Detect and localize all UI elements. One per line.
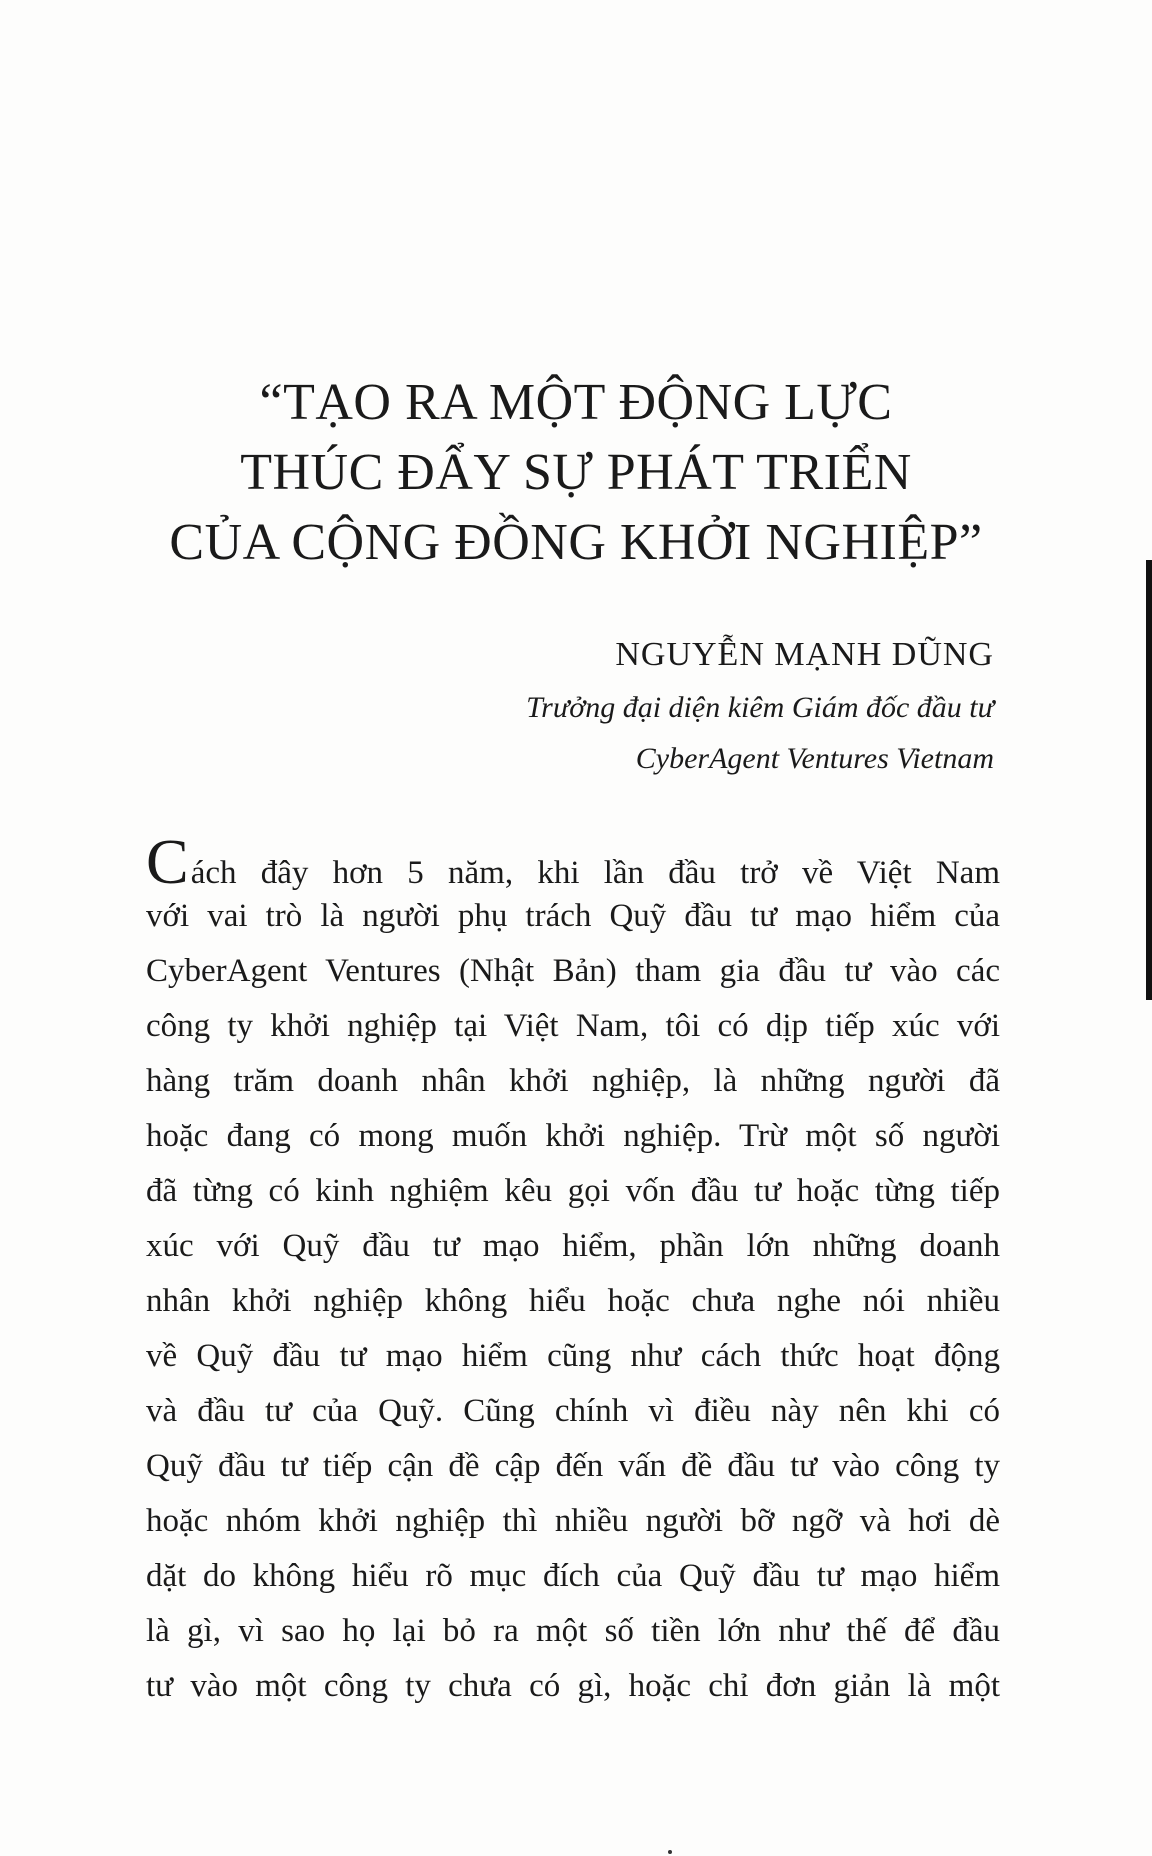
body-line: là gì, vì sao họ lại bỏ ra một số tiền lớn như thế để đầu [146, 1613, 1000, 1649]
chapter-title-line-3: CỦA CỘNG ĐỒNG KHỞI NGHIỆP” [169, 514, 983, 571]
body-line-1 [146, 826, 1000, 897]
author-role-line-1: Trưởng đại diện kiêm Giám đốc đầu tư [526, 691, 994, 724]
page-edge-shadow [1146, 560, 1152, 1000]
body-line-1-text: ách đây hơn 5 năm, khi lần đầu trở về Việt Nam [190, 855, 1000, 891]
chapter-title [0, 368, 1152, 578]
body-line: và đầu tư của Quỹ. Cũng chính vì điều này nên khi có [146, 1393, 1000, 1429]
body-line: xúc với Quỹ đầu tư mạo hiểm, phần lớn những doanh [146, 1228, 1000, 1264]
body-paragraph [146, 826, 1000, 1714]
page-speck [668, 1850, 672, 1854]
body-line: dặt do không hiểu rõ mục đích của Quỹ đầu tư mạo hiểm [146, 1558, 1000, 1594]
body-line: tư vào một công ty chưa có gì, hoặc chỉ đơn giản là một [146, 1668, 1000, 1704]
body-line: CyberAgent Ventures (Nhật Bản) tham gia đầu tư vào các [146, 953, 1000, 989]
chapter-title-line-2: THÚC ĐẨY SỰ PHÁT TRIỂN [240, 444, 912, 501]
body-line: hoặc nhóm khởi nghiệp thì nhiều người bỡ ngỡ và hơi dè [146, 1503, 1000, 1539]
body-line: hoặc đang có mong muốn khởi nghiệp. Trừ một số người [146, 1118, 1000, 1154]
author-role-line-2: CyberAgent Ventures Vietnam [635, 742, 994, 775]
body-line: đã từng có kinh nghiệm kêu gọi vốn đầu tư hoặc từng tiếp [146, 1173, 1000, 1209]
body-line: hàng trăm doanh nhân khởi nghiệp, là những người đã [146, 1063, 1000, 1099]
author-name: NGUYỄN MẠNH DŨNG [615, 636, 994, 673]
body-line: với vai trò là người phụ trách Quỹ đầu tư mạo hiểm của [146, 898, 1000, 934]
author-attribution [526, 628, 994, 784]
body-line: Quỹ đầu tư tiếp cận đề cập đến vấn đề đầu tư vào công ty [146, 1448, 1000, 1484]
chapter-title-line-1: “TẠO RA MỘT ĐỘNG LỰC [259, 374, 893, 431]
drop-cap: C [146, 826, 189, 897]
body-line: về Quỹ đầu tư mạo hiểm cũng như cách thức hoạt động [146, 1338, 1000, 1374]
body-line: công ty khởi nghiệp tại Việt Nam, tôi có dịp tiếp xúc với [146, 1008, 1000, 1044]
body-line: nhân khởi nghiệp không hiểu hoặc chưa nghe nói nhiều [146, 1283, 1000, 1319]
